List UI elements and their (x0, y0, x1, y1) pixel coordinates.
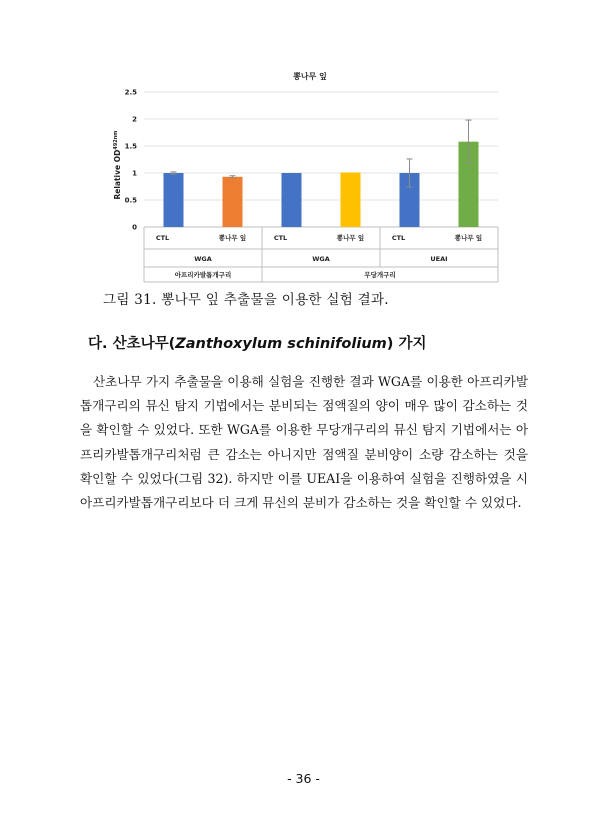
x-category-label: 뽕나무 잎 (218, 234, 247, 242)
x-category-label: 뽕나무 잎 (336, 234, 365, 242)
scientific-name: Zanthoxylum schinifolium (175, 336, 387, 352)
bar-chart (0, 0, 607, 300)
y-tick-label: 1 (132, 169, 137, 178)
body-paragraph: 산초나무 가지 추출물을 이용해 실험을 진행한 결과 WGA를 이용한 아프리카발톱개구리의 뮤신 탐지 기법에서는 분비되는 점액질의 양이 매우 많이 감소하는 것을 확인할 수 있었다. 또한 WGA를 이용한 무당개구리의 뮤신 탐지 기법에서는 아프리카발톱개구리처럼 큰 감소는 아니지만 점액질 분비양이 소량 감소하는 것을 확인할 수 있었다(그림 32). 하지만 이를 UEAI을 이용하여 실험을 진행하였을 시 아프리카발톱개구리보다 더 크게 뮤신의 분비가 감소하는 것을 확인할 수 있었다. (80, 374, 528, 511)
chart-svg (0, 0, 607, 300)
plot-area (125, 89, 498, 283)
bar (341, 172, 361, 227)
section-heading (88, 332, 426, 353)
y-tick-label: 2 (132, 115, 137, 124)
x-group-label: WGA (194, 255, 212, 263)
x-supergroup-label: 무당개구리 (364, 271, 396, 279)
y-tick-label: 0.5 (124, 196, 137, 205)
figure-caption: 그림 31. 뽕나무 잎 추출물을 이용한 실험 결과. (103, 292, 389, 308)
x-group-label: UEAI (430, 255, 448, 263)
page-number: - 36 - (287, 771, 320, 786)
y-tick-label: 2.5 (124, 88, 137, 97)
bar (164, 173, 184, 227)
y-tick-label: 1.5 (124, 142, 137, 151)
y-axis-label-main: Relative OD (113, 149, 122, 200)
y-tick-label: 0 (132, 223, 137, 232)
chart-title: 뽕나무 잎 (293, 72, 327, 81)
bar (223, 177, 243, 227)
bar (282, 173, 302, 227)
x-category-label: 뽕나무 잎 (454, 234, 483, 242)
x-category-label: CTL (155, 234, 170, 242)
y-axis-label (113, 130, 122, 199)
x-category-label: CTL (273, 234, 288, 242)
x-supergroup-label: 아프리카발톱개구리 (174, 271, 232, 279)
section-heading-prefix: 다. 산초나무( (88, 336, 176, 352)
y-axis-label-sup: 492nm (113, 130, 119, 150)
x-category-label: CTL (391, 234, 406, 242)
x-group-label: WGA (312, 255, 330, 263)
section-heading-suffix: ) 가지 (386, 336, 427, 352)
